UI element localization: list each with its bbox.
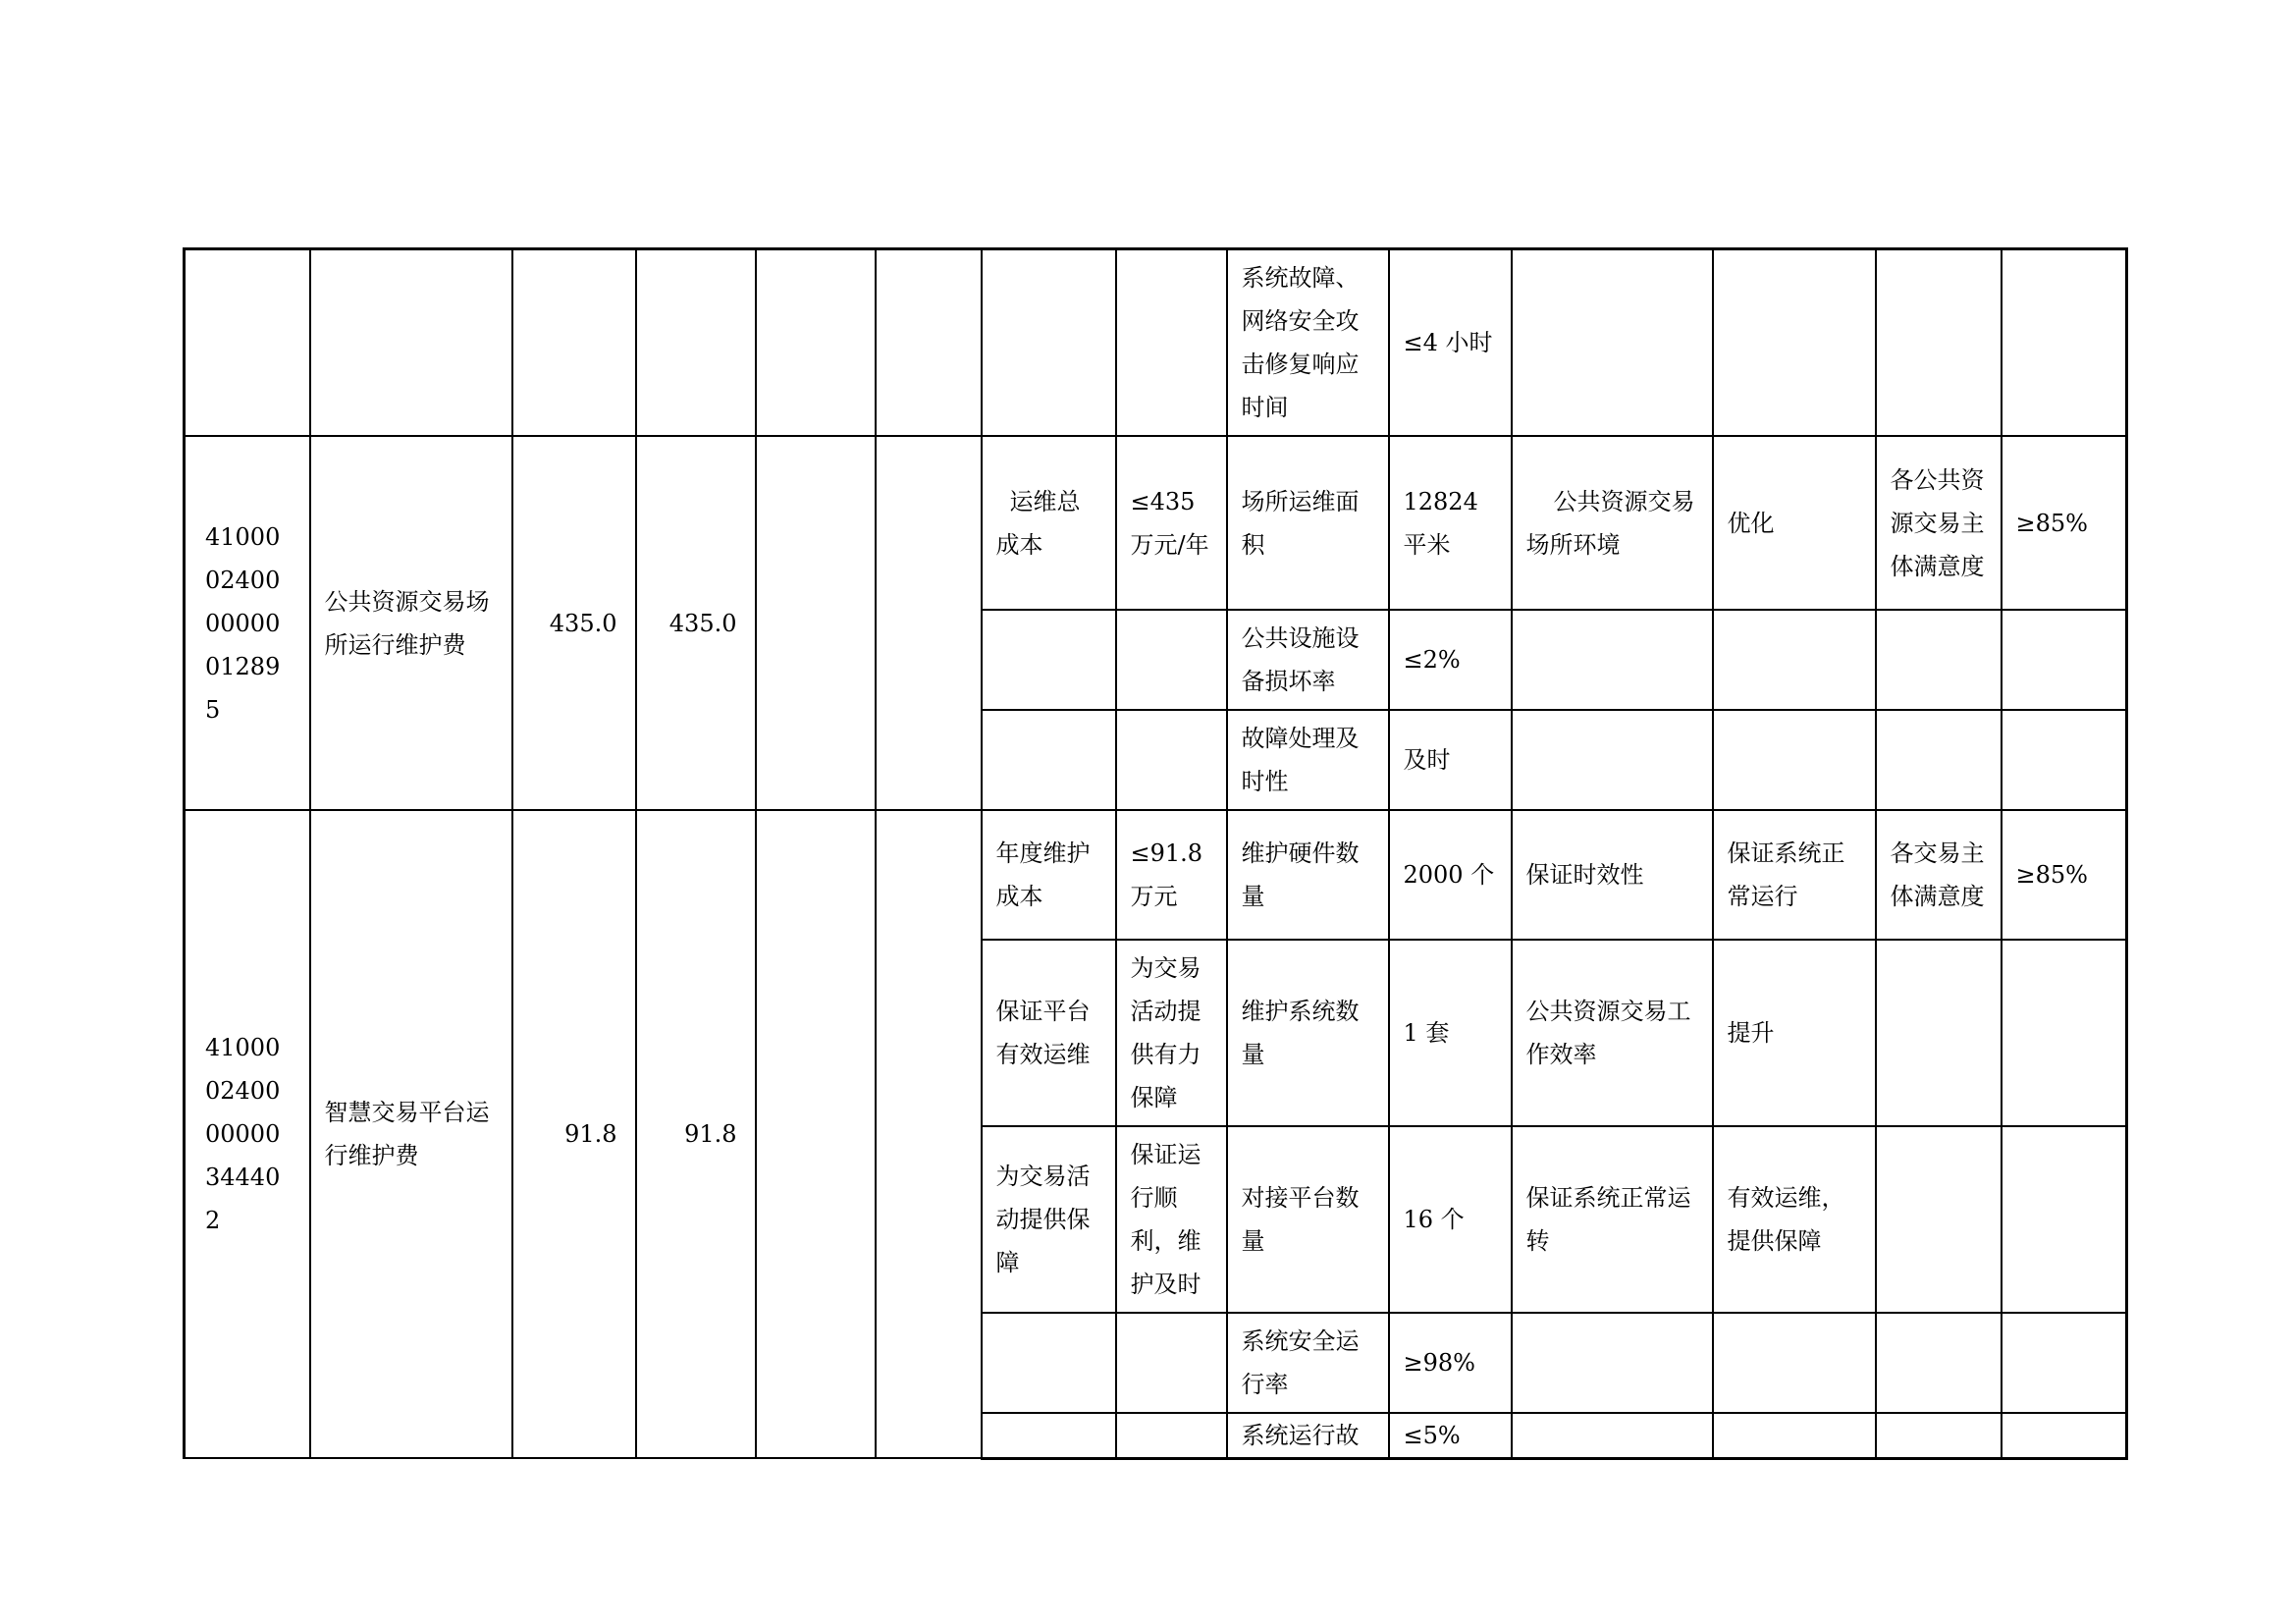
amount-cell: 435.0 — [512, 436, 636, 810]
value-cell: 12824 平米 — [1389, 436, 1512, 610]
table-cell — [1876, 1126, 2002, 1313]
table-cell — [2002, 710, 2127, 810]
effect-item-cell: 保证时效性 — [1512, 810, 1713, 940]
table-cell — [1713, 249, 1876, 437]
table-cell — [1116, 710, 1227, 810]
table-cell — [512, 249, 636, 437]
table-cell — [982, 1413, 1116, 1458]
table-cell — [1713, 610, 1876, 710]
table-cell — [1512, 1313, 1713, 1413]
table-cell — [876, 249, 982, 437]
table-row — [185, 810, 2127, 940]
table-cell — [1876, 1413, 2002, 1458]
cost-value-cell: 保证运行顺利，维护及时 — [1116, 1126, 1227, 1313]
project-name-cell: 智慧交易平台运行维护费 — [310, 810, 512, 1458]
indicator-cell: 系统安全运行率 — [1227, 1313, 1389, 1413]
amount-cell: 435.0 — [636, 436, 756, 810]
satisfaction-value-cell: ≥85% — [2002, 810, 2127, 940]
satisfaction-item-cell: 各交易主体满意度 — [1876, 810, 2002, 940]
effect-value-cell: 保证系统正常运行 — [1713, 810, 1876, 940]
table-cell — [1116, 249, 1227, 437]
effect-value-cell: 有效运维，提供保障 — [1713, 1126, 1876, 1313]
table-cell — [2002, 1413, 2127, 1458]
value-cell: ≥98% — [1389, 1313, 1512, 1413]
table-cell — [2002, 610, 2127, 710]
table-cell — [1116, 1413, 1227, 1458]
indicator-cell: 系统运行故 — [1227, 1413, 1389, 1458]
amount-cell: 91.8 — [636, 810, 756, 1458]
indicator-cell: 系统故障、网络安全攻击修复响应时间 — [1227, 249, 1389, 437]
table-cell — [756, 810, 876, 1458]
effect-value-cell: 优化 — [1713, 436, 1876, 610]
indicator-cell: 对接平台数量 — [1227, 1126, 1389, 1313]
value-cell: 1 套 — [1389, 940, 1512, 1126]
effect-item-cell: 公共资源交易场所环境 — [1512, 436, 1713, 610]
table-cell — [756, 249, 876, 437]
value-cell: ≤5% — [1389, 1413, 1512, 1458]
project-code-cell: 410000240000000012895 — [185, 436, 310, 810]
cost-value-cell: ≤91.8 万元 — [1116, 810, 1227, 940]
table-cell — [982, 1313, 1116, 1413]
value-cell: ≤2% — [1389, 610, 1512, 710]
table-cell — [1512, 249, 1713, 437]
indicator-cell: 故障处理及时性 — [1227, 710, 1389, 810]
cost-item-cell: 为交易活动提供保障 — [982, 1126, 1116, 1313]
cost-item-cell: 运维总成本 — [982, 436, 1116, 610]
indicator-cell: 公共设施设备损坏率 — [1227, 610, 1389, 710]
satisfaction-value-cell: ≥85% — [2002, 436, 2127, 610]
table-cell — [2002, 249, 2127, 437]
table-cell — [1876, 249, 2002, 437]
value-cell: 及时 — [1389, 710, 1512, 810]
table-cell — [2002, 940, 2127, 1126]
table-cell — [2002, 1313, 2127, 1413]
project-name-cell: 公共资源交易场所运行维护费 — [310, 436, 512, 810]
table-cell — [1876, 940, 2002, 1126]
performance-table — [183, 247, 2128, 1460]
table-cell — [310, 249, 512, 437]
table-cell — [1876, 610, 2002, 710]
project-code-cell: 410000240000000344402 — [185, 810, 310, 1458]
indicator-cell: 维护系统数量 — [1227, 940, 1389, 1126]
value-cell: 2000 个 — [1389, 810, 1512, 940]
table-cell — [876, 436, 982, 810]
table-cell — [1713, 1313, 1876, 1413]
table-cell — [1876, 1313, 2002, 1413]
value-cell: 16 个 — [1389, 1126, 1512, 1313]
table-cell — [2002, 1126, 2127, 1313]
table-cell — [1713, 710, 1876, 810]
table-cell — [1116, 610, 1227, 710]
cost-item-cell: 保证平台有效运维 — [982, 940, 1116, 1126]
value-cell: ≤4 小时 — [1389, 249, 1512, 437]
indicator-cell: 维护硬件数量 — [1227, 810, 1389, 940]
table-cell — [1116, 1313, 1227, 1413]
table-cell — [982, 610, 1116, 710]
table-cell — [1512, 1413, 1713, 1458]
table-cell — [982, 249, 1116, 437]
table-cell — [1512, 610, 1713, 710]
table-row — [185, 436, 2127, 610]
table-cell — [876, 810, 982, 1458]
table-cell — [636, 249, 756, 437]
cost-item-cell: 年度维护成本 — [982, 810, 1116, 940]
table-cell — [982, 710, 1116, 810]
table-cell — [1876, 710, 2002, 810]
indicator-cell: 场所运维面积 — [1227, 436, 1389, 610]
amount-cell: 91.8 — [512, 810, 636, 1458]
cost-value-cell: 为交易活动提供有力保障 — [1116, 940, 1227, 1126]
effect-value-cell: 提升 — [1713, 940, 1876, 1126]
table-cell — [1713, 1413, 1876, 1458]
effect-item-cell: 公共资源交易工作效率 — [1512, 940, 1713, 1126]
table-row — [185, 249, 2127, 437]
cost-value-cell: ≤435 万元/年 — [1116, 436, 1227, 610]
table-cell — [185, 249, 310, 437]
effect-item-cell: 保证系统正常运转 — [1512, 1126, 1713, 1313]
satisfaction-item-cell: 各公共资源交易主体满意度 — [1876, 436, 2002, 610]
table-cell — [1512, 710, 1713, 810]
table-cell — [756, 436, 876, 810]
